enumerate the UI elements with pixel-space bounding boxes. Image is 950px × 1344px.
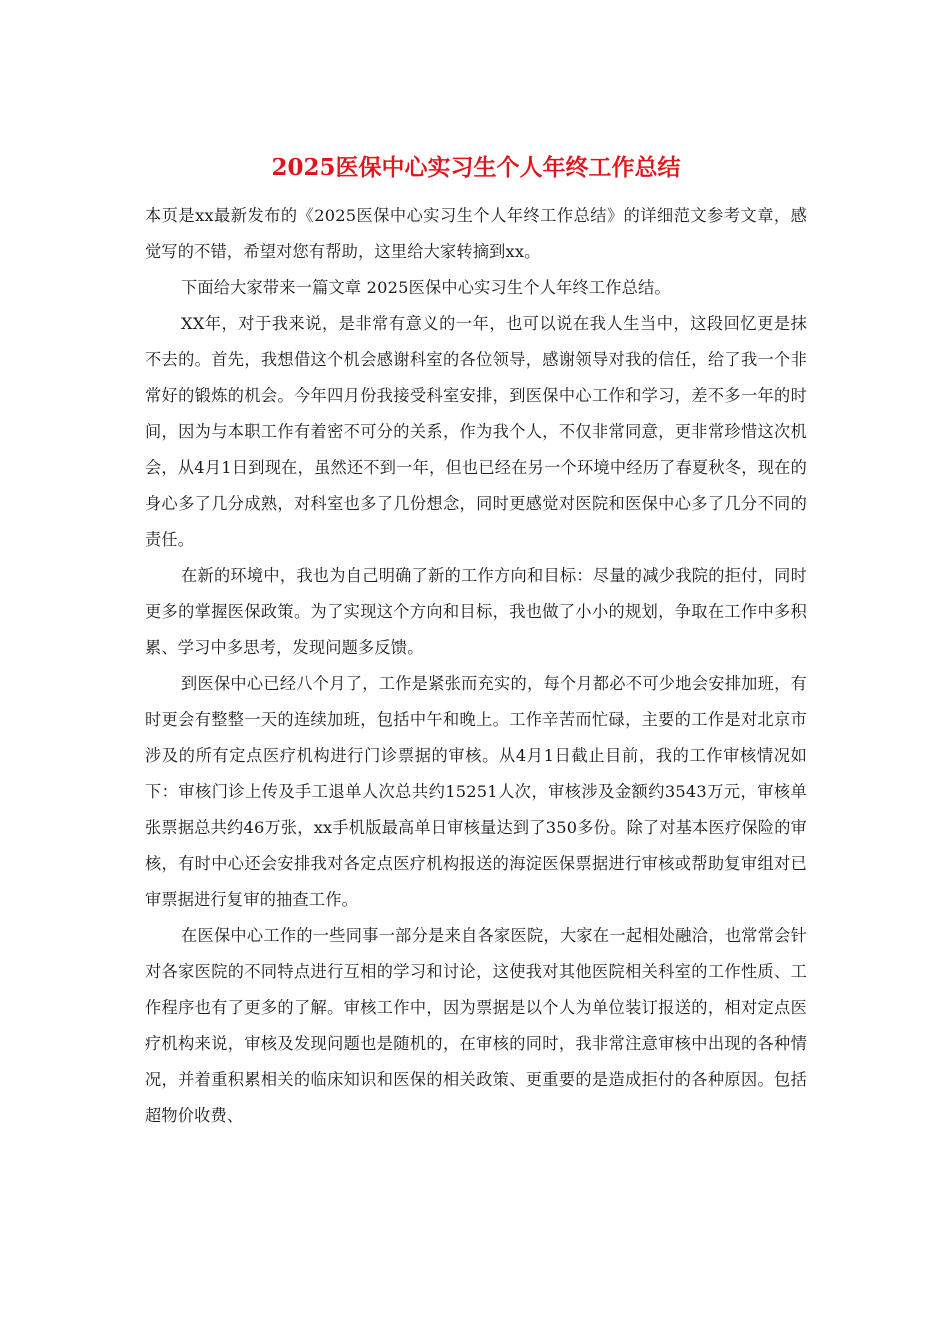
document-title: 2025医保中心实习生个人年终工作总结 [271, 154, 681, 181]
paragraph-work-stats: 到医保中心已经八个月了，工作是紧张而充实的，每个月都必不可少地会安排加班，有时更会有整整一天的连续加班，包括中午和晚上。工作辛苦而忙碌，主要的工作是对北京市涉及的所有定点医疗机构进行门诊票据的审核。从4月1日截止目前，我的工作审核情况如下：审核门诊上传及手工退单人次总共约15251人次，审核涉及金额约3543万元，审核单张票据总共约46万张，xx手机版最高单日审核量达到了350多份。除了对基本医疗保险的审核，有时中心还会安排我对各定点医疗机构报送的海淀医保票据进行审核或帮助复审组对已审票据进行复审的抽查工作。 [145, 674, 807, 909]
paragraph-year-review: XX年，对于我来说，是非常有意义的一年，也可以说在我人生当中，这段回忆更是抹不去的。首先，我想借这个机会感谢科室的各位领导，感谢领导对我的信任，给了我一个非常好的锻炼的机会。今年四月份我接受科室安排，到医保中心工作和学习，差不多一年的时间，因为与本职工作有着密不可分的关系，作为我个人，不仅非常同意，更非常珍惜这次机会，从4月1日到现在，虽然还不到一年，但也已经在另一个环境中经历了春夏秋冬，现在的身心多了几分成熟，对科室也多了几份想念，同时更感觉对医院和医保中心多了几分不同的责任。 [145, 314, 807, 549]
paragraph-colleagues: 在医保中心工作的一些同事一部分是来自各家医院，大家在一起相处融洽，也常常会针对各家医院的不同特点进行互相的学习和讨论，这使我对其他医院相关科室的工作性质、工作程序也有了更多的了解。审核工作中，因为票据是以个人为单位装订报送的，相对定点医疗机构来说，审核及发现问题也是随机的，在审核的同时，我非常注意审核中出现的各种情况，并着重积累相关的临床知识和医保的相关政策、更重要的是造成拒付的各种原因。包括超物价收费、 [145, 926, 807, 1125]
paragraph-goals: 在新的环境中，我也为自己明确了新的工作方向和目标：尽量的减少我院的拒付，同时更多的掌握医保政策。为了实现这个方向和目标，我也做了小小的规划，争取在工作中多积累、学习中多思考，发现问题多反馈。 [145, 566, 807, 657]
paragraph-intro: 本页是xx最新发布的《2025医保中心实习生个人年终工作总结》的详细范文参考文章，感觉写的不错，希望对您有帮助，这里给大家转摘到xx。 [145, 206, 807, 261]
paragraph-lead: 下面给大家带来一篇文章 2025医保中心实习生个人年终工作总结。 [181, 278, 671, 297]
document-body [145, 198, 807, 1134]
